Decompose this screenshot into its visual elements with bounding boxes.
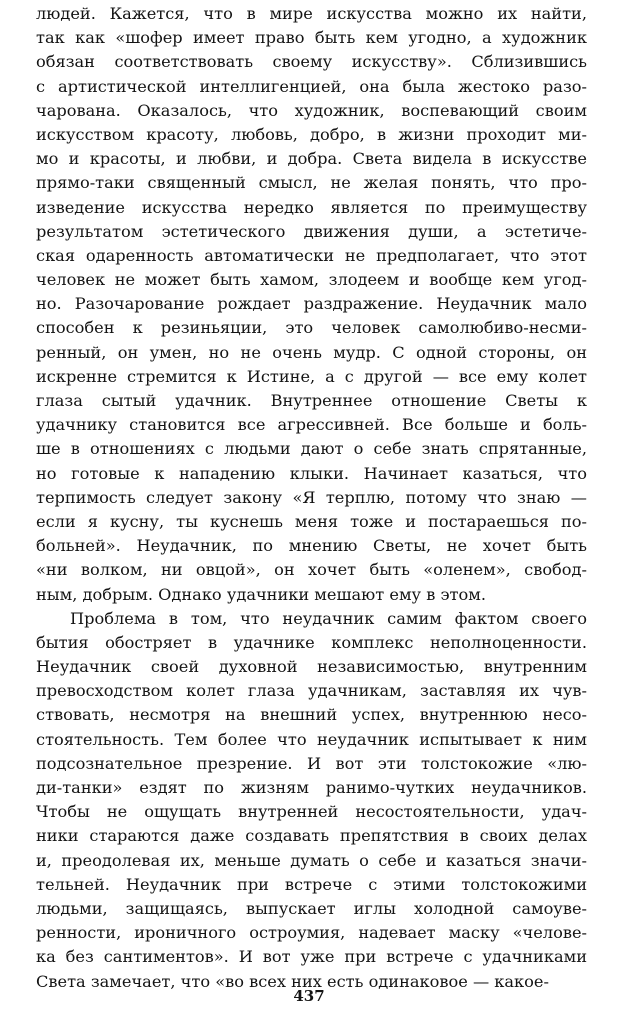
text-line: удачнику становится все агрессивней. Все больше и боль-: [36, 415, 587, 435]
text-line: ным, добрым. Однако удачники мешают ему в этом.: [36, 584, 486, 604]
text-line: обязан соответствовать своему искусству». Сблизившись: [36, 52, 587, 72]
text-line: искренне стремится к Истине, а с другой — все ему колет: [36, 366, 587, 386]
text-line: человек не может быть хамом, злодеем и вообще кем угод-: [36, 270, 587, 290]
text-line: если я кусну, ты куснешь меня тоже и постараешься по-: [36, 511, 587, 531]
text-line: Неудачник своей духовной независимостью, внутренним: [36, 657, 587, 677]
text-line: но готовые к нападению клыки. Начинает казаться, что: [36, 463, 587, 483]
text-line: ники стараются даже создавать препятствия в своих делах: [36, 826, 587, 846]
text-line: терпимость следует закону «Я терплю, потому что знаю —: [36, 487, 587, 507]
text-line: людей. Кажется, что в мире искусства можно их найти,: [36, 4, 587, 23]
text-line: с артистической интеллигенцией, она была жестоко разо-: [36, 76, 587, 96]
text-line: ская одаренность автоматически не предполагает, что этот: [36, 245, 587, 265]
text-line: ренности, ироничного остроумия, надевает маску «челове-: [36, 923, 587, 943]
text-line: и, преодолевая их, меньше думать о себе и казаться значи-: [36, 850, 587, 870]
text-line: Света замечает, что «во всех них есть одинаковое — какое-: [36, 971, 549, 991]
text-line: ренный, он умен, но не очень мудр. С одной стороны, он: [36, 342, 587, 362]
text-line: способен к резиньяции, это человек самолюбиво-несми-: [36, 318, 587, 338]
paragraph-2: [36, 607, 587, 994]
text-line: результатом эстетического движения души, а эстетиче-: [36, 221, 587, 241]
paragraph-1: [36, 2, 587, 607]
text-line: тельней. Неудачник при встрече с этими толстокожими: [36, 874, 587, 894]
text-line: ствовать, несмотря на внешний успех, внутреннюю несо-: [36, 705, 587, 725]
text-line: ше в отношениях с людьми дают о себе знать спрятанные,: [36, 439, 587, 459]
text-line: искусством красоту, любовь, добро, в жизни проходит ми-: [36, 124, 587, 144]
text-line: подсознательное презрение. И вот эти толстокожие «лю-: [36, 753, 587, 773]
text-line: изведение искусства нередко является по преимуществу: [36, 197, 587, 217]
text-line: бытия обостряет в удачнике комплекс неполноценности.: [36, 632, 587, 652]
text-line: прямо-таки священный смысл, не желая понять, что про-: [36, 173, 587, 193]
text-line: мо и красоты, и любви, и добра. Света видела в искусстве: [36, 149, 587, 169]
text-line: чарована. Оказалось, что художник, воспевающий своим: [36, 100, 587, 120]
text-line: ди-танки» ездят по жизням ранимо-чутких неудачников.: [36, 778, 587, 797]
text-line: «ни волком, ни овцой», он хочет быть «оленем», свобод-: [36, 560, 587, 580]
text-line: стоятельность. Тем более что неудачник испытывает к ним: [36, 729, 587, 749]
page-number: 437: [293, 987, 325, 1005]
text-line: превосходством колет глаза удачникам, заставляя их чув-: [36, 681, 587, 701]
text-line: больней». Неудачник, по мнению Светы, не хочет быть: [36, 536, 587, 556]
text-line: людьми, защищаясь, выпускает иглы холодной самоуве-: [36, 898, 587, 918]
text-line: ка без сантиментов». И вот уже при встрече с удачниками: [36, 947, 587, 967]
page-body: [36, 2, 587, 994]
text-line: Чтобы не ощущать внутренней несостоятельности, удач-: [36, 802, 587, 822]
text-line: так как «шофер имеет право быть кем угодно, а художник: [36, 28, 587, 48]
text-line: но. Разочарование рождает раздражение. Неудачник мало: [36, 294, 587, 314]
text-line: Проблема в том, что неудачник самим фактом своего: [70, 608, 587, 628]
text-line: глаза сытый удачник. Внутреннее отношение Светы к: [36, 391, 587, 410]
